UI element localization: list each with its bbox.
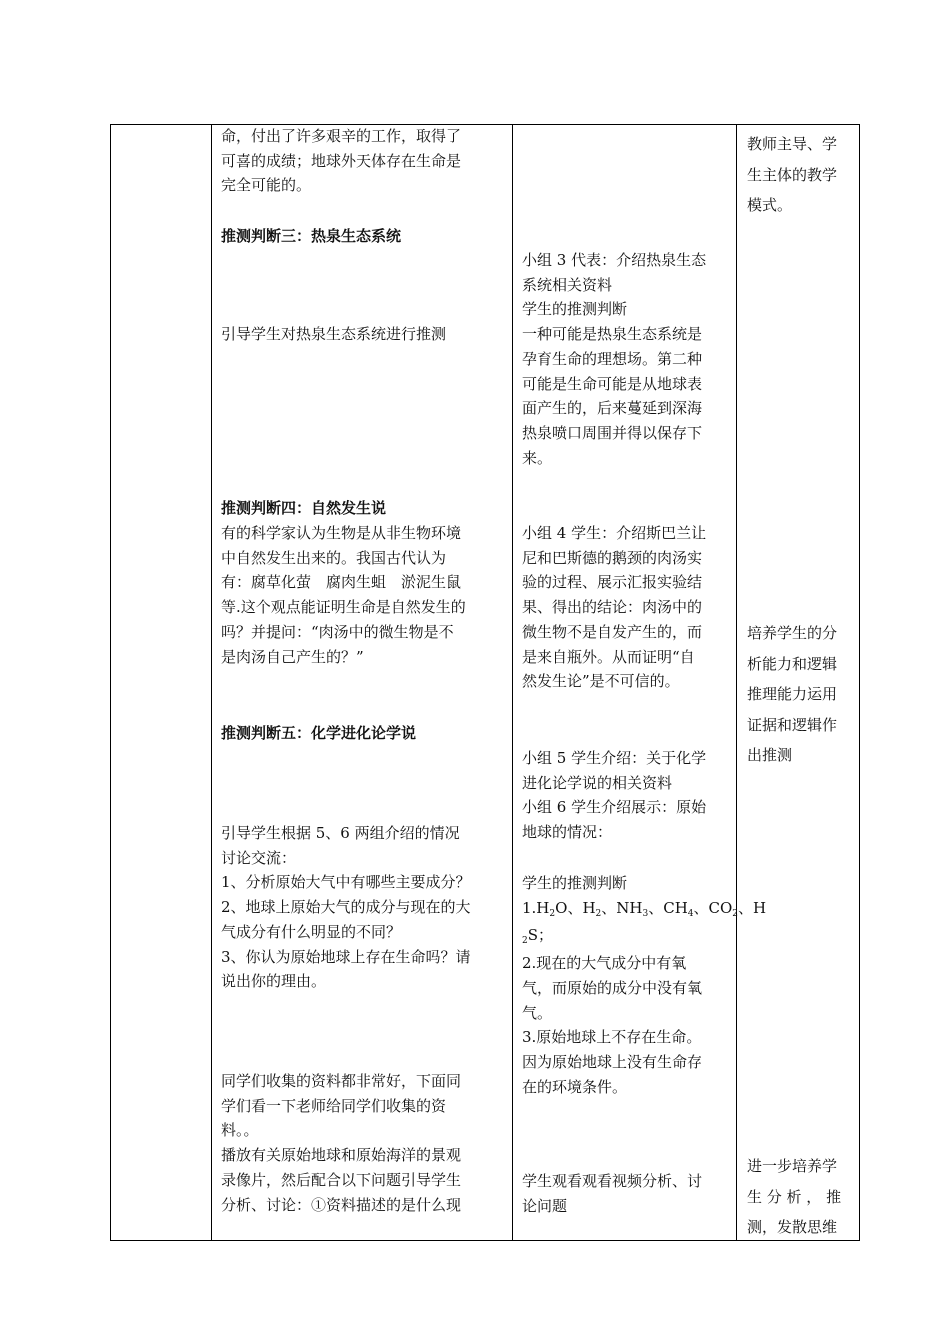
group56-paragraph	[522, 746, 706, 845]
subscript: 2	[522, 936, 528, 947]
teaching-mode-note	[747, 129, 837, 221]
heading-spontaneous-generation: 推测判断四：自然发生说	[221, 499, 387, 517]
formula-part: 1.H	[522, 898, 550, 917]
text-line: 地球的情况：	[522, 823, 613, 842]
formula-part: 、CO	[693, 898, 733, 917]
subscript: 2	[595, 908, 602, 919]
text-line: 模式。	[747, 196, 793, 214]
question-line: 1、分析原始大气中有哪些主要成分？	[221, 873, 471, 892]
text-line: 小组 4 学生：介绍斯巴兰让	[522, 524, 707, 542]
question-line: 说出你的理由。	[221, 972, 327, 991]
text-line: 论问题	[522, 1196, 568, 1215]
text-line: 面产生的，后来蔓延到深海	[522, 399, 703, 418]
group3-paragraph	[522, 248, 706, 470]
video-discussion	[522, 1169, 702, 1218]
further-training-note	[747, 1151, 841, 1243]
text-line: 推理能力运用	[747, 685, 838, 703]
text-line: 同学们收集的资料都非常好，下面同	[221, 1072, 462, 1090]
formula-line	[522, 896, 766, 924]
text-line: 小组 5 学生介绍：关于化学	[522, 749, 707, 767]
guide-hot-spring: 引导学生对热泉生态系统进行推测	[221, 325, 447, 343]
formula-line-wrap	[522, 923, 766, 951]
heading-hot-spring: 推测判断三：热泉生态系统	[221, 227, 402, 245]
text-line: 学生观看观看视频分析、讨	[522, 1172, 703, 1190]
text-line: 完全可能的。	[221, 176, 312, 195]
formula-part: 、NH	[601, 898, 643, 917]
text-line: 微生物不是自发产生的，而	[522, 622, 703, 641]
column-divider-1	[211, 125, 212, 1240]
closing-paragraph	[221, 1069, 461, 1217]
text-line: 因为原始地球上没有生命存	[522, 1052, 703, 1071]
text-line: 小组 3 代表：介绍热泉生态	[522, 251, 707, 269]
guide-discussion	[221, 821, 471, 994]
text-line: 孕育生命的理想场。第二种	[522, 349, 703, 368]
text-line: 分析、讨论：①资料描述的是什么现	[221, 1195, 462, 1214]
text-line: 进化论学说的相关资料	[522, 773, 673, 792]
text-line: 讨论交流：	[221, 848, 297, 867]
formula-part: 、CH	[648, 898, 688, 917]
text-line: 证据和逻辑作	[747, 715, 838, 734]
subscript: 4	[687, 908, 694, 919]
judgement-block	[522, 871, 766, 1099]
text-line: 学生的推测判断	[522, 300, 628, 319]
group4-paragraph	[522, 521, 706, 694]
question-line: 3、你认为原始地球上存在生命吗？请	[221, 947, 471, 966]
text-line: 学们看一下老师给同学们收集的资	[221, 1096, 447, 1115]
text-line: 培养学生的分	[747, 624, 838, 642]
text-line: 气，而原始的成分中没有氧	[522, 978, 703, 997]
text-line: 一种可能是热泉生态系统是	[522, 325, 703, 344]
text-line: 等.这个观点能证明生命是自然发生的	[221, 598, 466, 617]
text-line: 吗？并提问：“肉汤中的微生物是不	[221, 622, 454, 641]
heading-chemical-evolution: 推测判断五：化学进化论学说	[221, 724, 417, 742]
text-line: 生 分 析 ， 推	[747, 1187, 842, 1206]
formula-part: O、H	[555, 898, 596, 917]
column-divider-2	[512, 125, 513, 1240]
text-line: 气。	[522, 1003, 553, 1022]
text-line: 3.原始地球上不存在生命。	[522, 1028, 702, 1047]
question-line: 气成分有什么明显的不同？	[221, 922, 402, 941]
text-line: 果、得出的结论：肉汤中的	[522, 598, 703, 617]
subscript: 2	[732, 908, 739, 919]
text-line: 进一步培养学	[747, 1157, 838, 1175]
intro-paragraph	[221, 124, 461, 198]
text-line: 来。	[522, 448, 553, 467]
text-line: 2.现在的大气成分中有氧	[522, 954, 687, 973]
question-line: 2、地球上原始大气的成分与现在的大	[221, 898, 471, 917]
text-line: 命，付出了许多艰辛的工作，取得了	[221, 127, 462, 145]
subscript: 3	[642, 908, 649, 919]
text-line: 小组 6 学生介绍展示：原始	[522, 798, 707, 817]
text-line: 录像片，然后配合以下问题引导学生	[221, 1170, 462, 1189]
text-line: 可喜的成绩；地球外天体存在生命是	[221, 151, 462, 170]
text-line: 中自然发生出来的。我国古代认为	[221, 548, 447, 567]
formula-part: S；	[527, 926, 554, 945]
text-line: 出推测	[747, 746, 793, 764]
text-line: 在的环境条件。	[522, 1077, 628, 1096]
text-line: 验的过程、展示汇报实验结	[522, 573, 703, 592]
text-line: 可能是生命可能是从地球表	[522, 374, 703, 393]
text-line: 生主体的教学	[747, 165, 838, 184]
ability-note	[747, 618, 837, 771]
text-line: 是来自瓶外。从而证明“自	[522, 647, 695, 666]
spontaneous-generation-paragraph	[221, 521, 466, 669]
text-line: 播放有关原始地球和原始海洋的景观	[221, 1146, 462, 1165]
text-line: 是肉汤自己产生的？”	[221, 647, 364, 666]
formula-part: 、H	[738, 898, 767, 917]
text-line: 测，发散思维	[747, 1218, 838, 1236]
judgement-title: 学生的推测判断	[522, 874, 628, 892]
text-line: 引导学生根据 5、6 两组介绍的情况	[221, 824, 460, 842]
text-line: 然发生论”是不可信的。	[522, 672, 680, 691]
text-line: 系统相关资料	[522, 275, 613, 294]
text-line: 有的科学家认为生物是从非生物环境	[221, 524, 462, 542]
text-line: 尼和巴斯德的鹅颈的肉汤实	[522, 548, 703, 567]
text-line: 教师主导、学	[747, 135, 838, 153]
text-line: 料。。	[221, 1121, 259, 1140]
text-line: 热泉喷口周围并得以保存下	[522, 423, 703, 442]
text-line: 析能力和逻辑	[747, 654, 838, 673]
subscript: 2	[549, 908, 556, 919]
text-line: 有：腐草化萤 腐肉生蛆 淤泥生鼠	[221, 573, 462, 592]
